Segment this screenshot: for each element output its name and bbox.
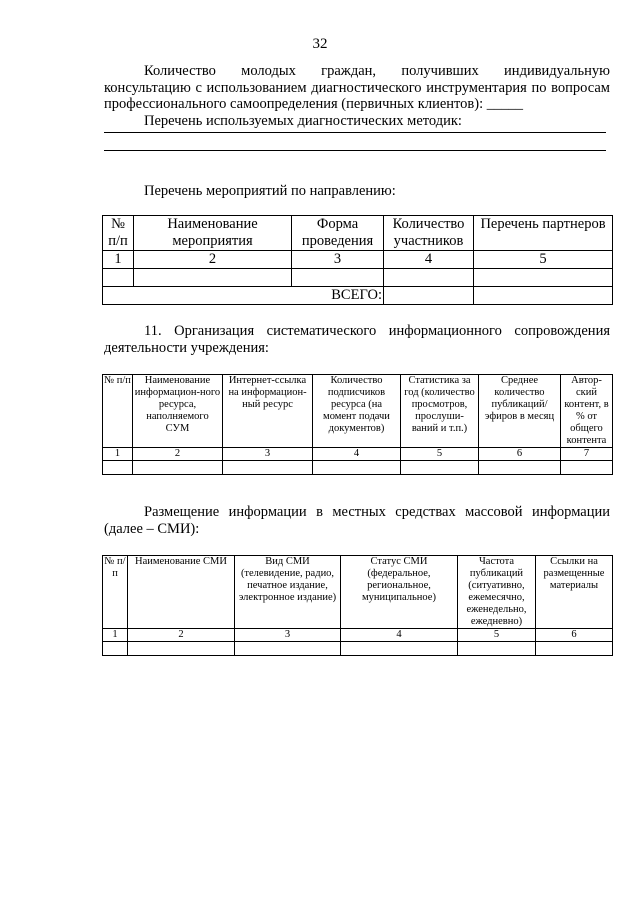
number-cell: 1 (103, 629, 128, 642)
table-cell (223, 461, 313, 475)
header-cell: № п/п (103, 556, 128, 629)
table-row (103, 269, 613, 287)
header-cell: Ссылки на размещенные материалы (536, 556, 613, 629)
section-11-heading: 11. Организация систематического информационного сопровождения деятельности учреждения: (104, 323, 610, 356)
header-cell: Наименование СМИ (128, 556, 235, 629)
header-cell: Наименование мероприятия (134, 216, 292, 251)
table-cell (384, 269, 474, 287)
table-number-row (103, 251, 613, 269)
number-cell: 2 (134, 251, 292, 269)
table-cell (292, 269, 384, 287)
table-cell (133, 461, 223, 475)
info-resources-table (102, 374, 613, 475)
number-cell: 6 (536, 629, 613, 642)
number-cell: 4 (313, 448, 401, 461)
fill-line-1 (104, 132, 606, 133)
events-heading: Перечень мероприятий по направлению: (144, 183, 396, 199)
header-cell: Частота публикаций (ситуативно, ежемесячно, еженедельно, ежедневно) (458, 556, 536, 629)
table-cell (103, 642, 128, 656)
header-cell: № п/п (103, 216, 134, 251)
consult-count-text: Количество молодых граждан, получивших индивидуальную консультацию с использованием диагностического инструментария по вопросам профессионального самоопределения (первичных клиентов): _____ (104, 63, 610, 112)
number-cell: 2 (133, 448, 223, 461)
number-cell: 3 (223, 448, 313, 461)
header-cell: Перечень партнеров (474, 216, 613, 251)
media-table (102, 555, 613, 656)
media-heading: Размещение информации в местных средствах массовой информации (далее – СМИ): (104, 504, 610, 537)
table-cell (401, 461, 479, 475)
methods-label: Перечень используемых диагностических методик: (144, 113, 462, 129)
table-header-row (103, 216, 613, 251)
number-cell: 3 (292, 251, 384, 269)
table-cell (235, 642, 341, 656)
table-cell (128, 642, 235, 656)
number-cell: 1 (103, 448, 133, 461)
page-number: 32 (312, 36, 328, 52)
total-label: ВСЕГО: (103, 287, 384, 305)
table-header-row (103, 556, 613, 629)
fill-line-2 (104, 150, 606, 151)
header-cell: Статистика за год (количество просмотров, прослуши-ваний и т.п.) (401, 375, 479, 448)
table-cell (103, 269, 134, 287)
number-cell: 5 (458, 629, 536, 642)
header-cell: Интернет-ссылка на информацион-ный ресурс (223, 375, 313, 448)
header-cell: Количество подписчиков ресурса (на момент подачи документов) (313, 375, 401, 448)
header-cell: Вид СМИ (телевидение, радио, печатное издание, электронное издание) (235, 556, 341, 629)
table-cell (474, 287, 613, 305)
table-cell (458, 642, 536, 656)
header-cell: Количество участников (384, 216, 474, 251)
number-cell: 4 (384, 251, 474, 269)
table-row (103, 461, 613, 475)
number-cell: 5 (474, 251, 613, 269)
table-cell (134, 269, 292, 287)
number-cell: 6 (479, 448, 561, 461)
table-cell (536, 642, 613, 656)
number-cell: 4 (341, 629, 458, 642)
events-table (102, 215, 613, 305)
number-cell: 1 (103, 251, 134, 269)
number-cell: 7 (561, 448, 613, 461)
table-cell (341, 642, 458, 656)
table-total-row (103, 287, 613, 305)
header-cell: Автор-ский контент, в % от общего контента (561, 375, 613, 448)
table-cell (384, 287, 474, 305)
header-cell: Среднее количество публикаций/ эфиров в месяц (479, 375, 561, 448)
header-cell: Наименование информацион-ного ресурса, наполняемого СУМ (133, 375, 223, 448)
header-cell: Форма проведения (292, 216, 384, 251)
number-cell: 3 (235, 629, 341, 642)
table-cell (103, 461, 133, 475)
table-number-row (103, 629, 613, 642)
table-number-row (103, 448, 613, 461)
number-cell: 5 (401, 448, 479, 461)
header-cell: № п/п (103, 375, 133, 448)
table-cell (474, 269, 613, 287)
table-cell (313, 461, 401, 475)
table-cell (479, 461, 561, 475)
number-cell: 2 (128, 629, 235, 642)
table-row (103, 642, 613, 656)
table-header-row (103, 375, 613, 448)
header-cell: Статус СМИ (федеральное, региональное, муниципальное) (341, 556, 458, 629)
table-cell (561, 461, 613, 475)
